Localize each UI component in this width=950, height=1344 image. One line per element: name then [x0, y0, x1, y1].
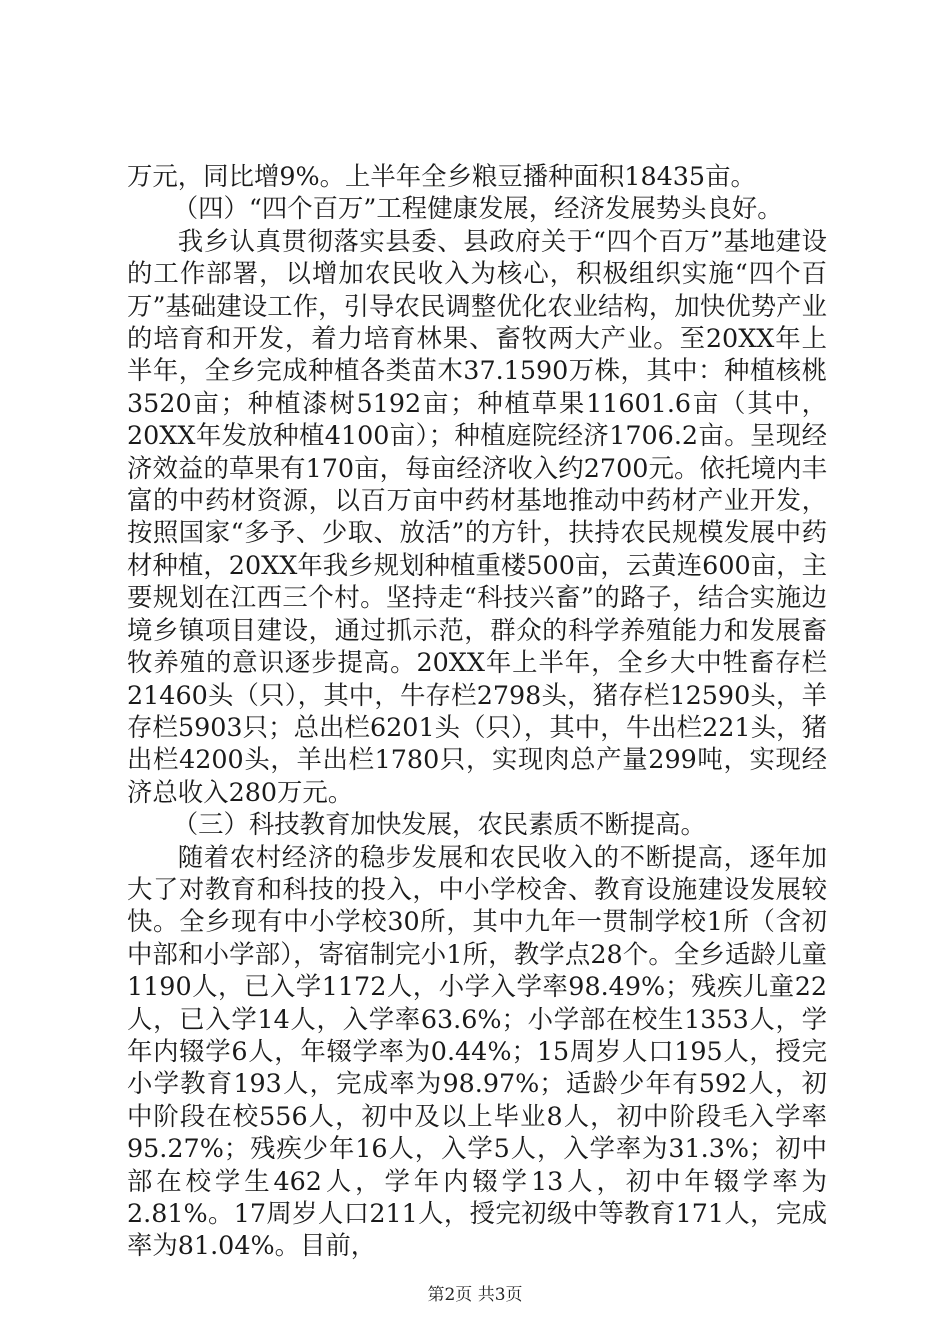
- page-footer: 第2页 共3页: [427, 1285, 523, 1305]
- paragraph-education: 随着农村经济的稳步发展和农民收入的不断提高，逐年加大了对教育和科技的投入，中小学校舍、教育设施建设发展较快。全乡现有中小学校30所，其中九年一贯制学校1所（含初中部和小学部），寄宿制完小1所，教学点28个。全乡适龄儿童1190人，已入学1172人，小学入学率98.49%；残疾儿童22人，已入学14人，入学率63.6%；小学部在校生1353人，学年内辍学6人，年辍学率为0.44%；15周岁人口195人，授完小学教育193人，完成率为98.97%；适龄少年有592人，初中阶段在校556人，初中及以上毕业8人，初中阶段毛入学率95.27%；残疾少年16人，入学5人，入学率为31.3%；初中部在校学生462人，学年内辍学13人，初中年辍学率为2.81%。17周岁人口211人，授完初级中等教育171人，完成率为81.04%。目前，: [127, 841, 827, 1261]
- paragraph-continuation: 万元，同比增9%。上半年全乡粮豆播种面积18435亩。: [127, 161, 756, 191]
- paragraph-agriculture: 我乡认真贯彻落实县委、县政府关于“四个百万”基地建设的工作部署，以增加农民收入为核心，积极组织实施“四个百万”基础建设工作，引导农民调整优化农业结构，加快优势产业的培育和开发，着力培育林果、畜牧两大产业。至20XX年上半年，全乡完成种植各类苗木37.1590万株，其中：种植核桃3520亩；种植漆树5192亩；种植草果11601.6亩（其中，20XX年发放种植4100亩）；种植庭院经济1706.2亩。呈现经济效益的草果有170亩，每亩经济收入约2700元。依托境内丰富的中药材资源，以百万亩中药材基地推动中药材产业开发，按照国家“多予、少取、放活”的方针，扶持农民规模发展中药材种植，20XX年我乡规划种植重楼500亩，云黄连600亩，主要规划在江西三个村。坚持走“科技兴畜”的路子，结合实施边境乡镇项目建设，通过抓示范，群众的科学养殖能力和发展畜牧养殖的意识逐步提高。20XX年上半年，全乡大中牲畜存栏21460头（只），其中，牛存栏2798头，猪存栏12590头，羊存栏5903只；总出栏6201头（只），其中，牛出栏221头，猪出栏4200头，羊出栏1780只，实现肉总产量299吨，实现经济总收入280万元。: [127, 225, 827, 807]
- section-heading-three: （三）科技教育加快发展，农民素质不断提高。: [172, 809, 706, 840]
- section-heading-four: （四）“四个百万”工程健康发展，经济发展势头良好。: [172, 193, 783, 224]
- document-body: [127, 160, 827, 1262]
